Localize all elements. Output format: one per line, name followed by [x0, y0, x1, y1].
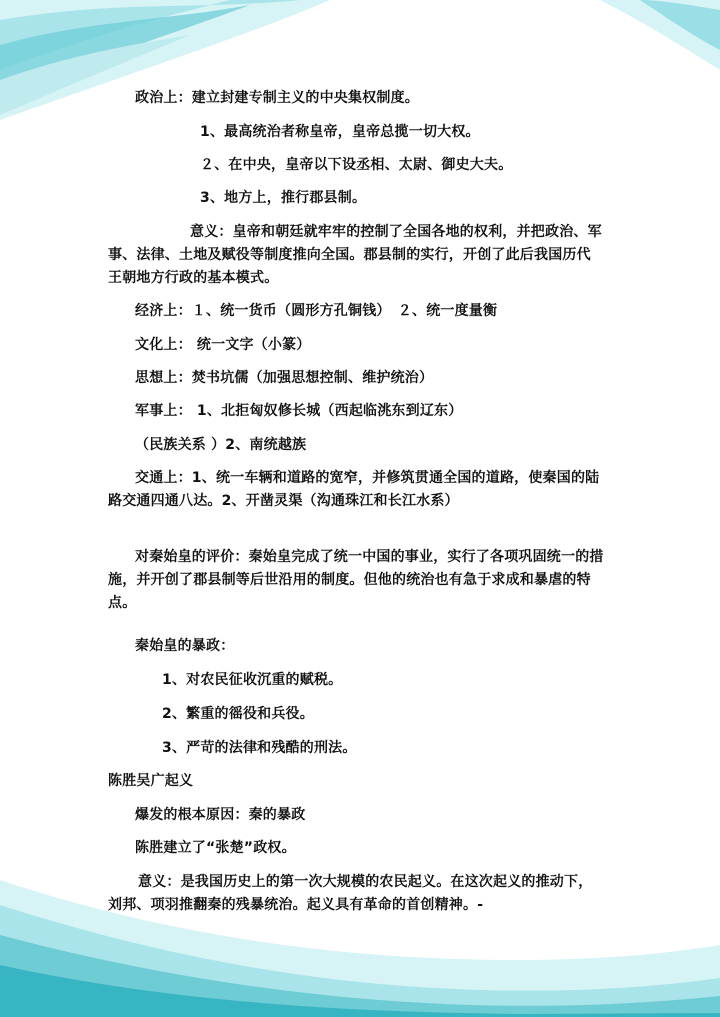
politics-item-1: 1、最高统治者称皇帝，皇帝总揽一切大权。: [200, 124, 480, 140]
evaluation-line-3: 点。: [108, 595, 137, 611]
economy-line: 经济上：１、统一货币（圆形方孔铜钱） ２、统一度量衡: [135, 303, 498, 319]
uprising-heading: 陈胜吴广起义: [108, 773, 194, 789]
politics-item-3: 3、地方上，推行郡县制。: [200, 190, 367, 206]
uprising-regime: 陈胜建立了“张楚”政权。: [135, 840, 296, 856]
culture-line: 文化上： 统一文字（小篆）: [135, 337, 311, 353]
significance-line-1: 意义：皇帝和朝廷就牢牢的控制了全国各地的权利，并把政治、军: [190, 224, 602, 240]
transport-line-2: 路交通四通八达。2、开凿灵渠（沟通珠江和长江水系）: [108, 493, 459, 509]
tyranny-item-1: 1、对农民征收沉重的赋税。: [162, 672, 343, 688]
military-line-2: （民族关系 ）2、南统越族: [135, 437, 307, 453]
significance-line-2: 事、法律、土地及赋役等制度推向全国。郡县制的实行，开创了此后我国历代: [108, 247, 591, 263]
tyranny-item-3: 3、严苛的法律和残酷的刑法。: [162, 740, 357, 756]
transport-line-1: 交通上：1、统一车辆和道路的宽窄，并修筑贯通全国的道路，使秦国的陆: [135, 470, 600, 486]
thought-line: 思想上：焚书坑儒（加强思想控制、维护统治）: [135, 370, 434, 386]
military-line-1: 军事上： 1、北拒匈奴修长城（西起临洮东到辽东）: [135, 403, 463, 419]
uprising-significance-line-2: 刘邦、项羽推翻秦的残暴统治。起义具有革命的首创精神。-: [108, 897, 484, 913]
tyranny-item-2: 2、繁重的徭役和兵役。: [162, 706, 314, 722]
tyranny-heading: 秦始皇的暴政：: [135, 638, 235, 654]
uprising-cause: 爆发的根本原因：秦的暴政: [135, 807, 306, 823]
evaluation-line-1: 对秦始皇的评价：秦始皇完成了统一中国的事业，实行了各项巩固统一的措: [135, 549, 604, 565]
evaluation-line-2: 施，并开创了郡县制等后世沿用的制度。但他的统治也有急于求成和暴虐的特: [108, 572, 591, 588]
uprising-significance-line-1: 意义：是我国历史上的第一次大规模的农民起义。在这次起义的推动下，: [138, 874, 593, 890]
significance-line-3: 王朝地方行政的基本模式。: [108, 270, 279, 286]
politics-heading: 政治上：建立封建专制主义的中央集权制度。: [135, 90, 419, 106]
politics-item-2: ２、在中央，皇帝以下设丞相、太尉、御史大夫。: [200, 157, 513, 173]
